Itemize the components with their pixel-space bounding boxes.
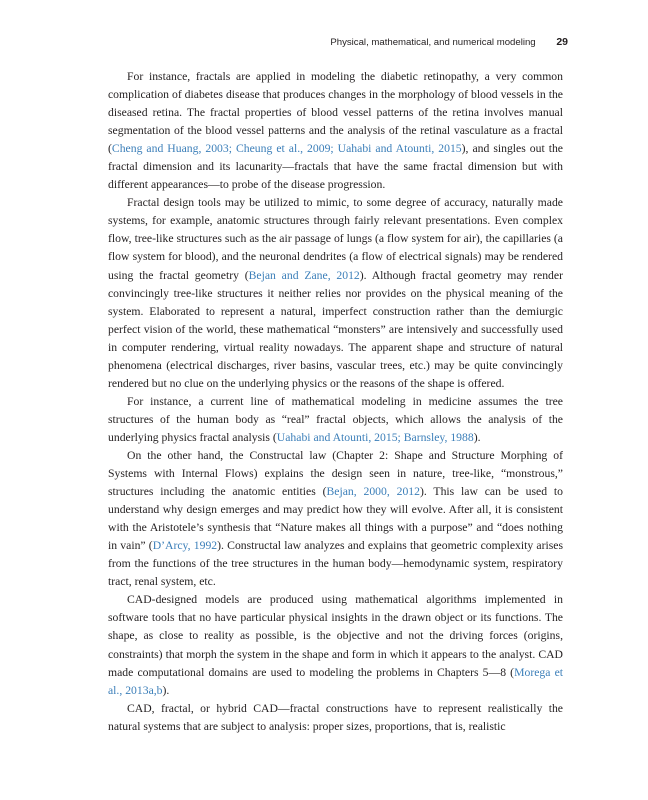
text-run: ), and singles out the fractal dimension and its lacunarity—fractals that have the same fractal dimension but with different appearances—to probe of the disease progression. <box>108 142 563 192</box>
text-run: Fractal design tools may be utilized to mimic, to some degree of accuracy, naturally made systems, for example, anatomic structures through fairly relevant presentations. Even complex flow, tree-like structures such as the air passage of lungs (a flow system for air), the capillaries (a flow system for blood), and the neuronal dendrites (a flow of electrical signals) may be rendered using the fractal geometry ( <box>108 196 563 282</box>
paragraph <box>108 591 563 699</box>
citation-link[interactable]: Bejan and Zane, 2012 <box>248 268 360 282</box>
text-run: ). Constructal law analyzes and explains that geometric complexity arises from the functions of the tree structures in the human body—hemodynamic system, respiratory tract, renal system, etc. <box>108 539 564 589</box>
text-run: CAD-designed models are produced using mathematical algorithms implemented in software tools that no have particular physical insights in the drawn object or its functions. The shape, as close to reality as possible, is the objective and not the driving forces (origins, constraints) that morph the system in the shape and form in which it appears to the analyst. CAD made computational domains are used to modeling the problems in Chapters 5—8 ( <box>108 593 563 679</box>
citation-link[interactable]: Cheng and Huang, 2003; Cheung et al., 2009; Uahabi and Atounti, 2015 <box>111 142 462 156</box>
text-run: CAD, fractal, or hybrid CAD—fractal constructions have to represent realistically the natural systems that are subject to analysis: proper sizes, proportions, that is, realistic <box>108 701 563 733</box>
running-head <box>100 36 568 48</box>
text-run: For instance, a current line of mathematical modeling in medicine assumes the tree structures of the human body as “real” fractal objects, which allows the analysis of the underlying physics fractal analysis ( <box>108 394 563 444</box>
paragraph <box>108 194 563 393</box>
citation-link[interactable]: D’Arcy, 1992 <box>152 539 218 553</box>
text-run: For instance, fractals are applied in modeling the diabetic retinopathy, a very common complication of diabetes disease that produces changes in the morphology of blood vessels in the diseased retina. The fractal properties of blood vessel patterns of the retina involves manual segmentation of the blood vessel patterns and the analysis of the retinal vasculature as a fractal ( <box>108 70 563 156</box>
paragraph <box>108 68 563 194</box>
page-number: 29 <box>556 36 568 48</box>
text-run: On the other hand, the Constructal law (Chapter 2: Shape and Structure Morphing of Systems with Internal Flows) explains the design seen in nature, tree-like, “monstrous,” structures including the anatomic entities ( <box>108 448 563 499</box>
text-run: ). Although fractal geometry may render convincingly tree-like structures it neither relies nor provides on the physical meaning of the system. Elaborated to represent a natural, imperfect construction rather than the demiurgic perfect vision of the world, these mathematical “monsters” are intensively and successfully used in computer rendering, virtual reality nowadays. The apparent shape and structure of natural phenomena (electrical discharges, river basins, vascular trees, etc.) may be quite convincingly rendered but no clue on the underlying physics or the reasons of the shape is offered. <box>108 268 563 390</box>
citation-link[interactable]: Uahabi and Atounti, 2015; Barnsley, 1988 <box>276 430 474 444</box>
paragraph <box>108 447 563 591</box>
body-text <box>108 68 563 736</box>
paragraph <box>108 393 563 447</box>
citation-link[interactable]: Bejan, 2000, 2012 <box>326 485 420 499</box>
paragraph <box>108 700 563 736</box>
running-head-title: Physical, mathematical, and numerical modeling <box>330 37 536 48</box>
text-run: ). <box>162 683 170 697</box>
citation-link[interactable]: Morega et al., 2013a,b <box>108 665 563 697</box>
text-run: ). <box>473 430 481 444</box>
text-run: ). This law can be used to understand why design emerges and may predict how they will evolve. After all, it is consistent with the Aristotele’s synthesis that “Nature makes all things with a purpose” and “does nothing in vain” ( <box>108 485 563 553</box>
